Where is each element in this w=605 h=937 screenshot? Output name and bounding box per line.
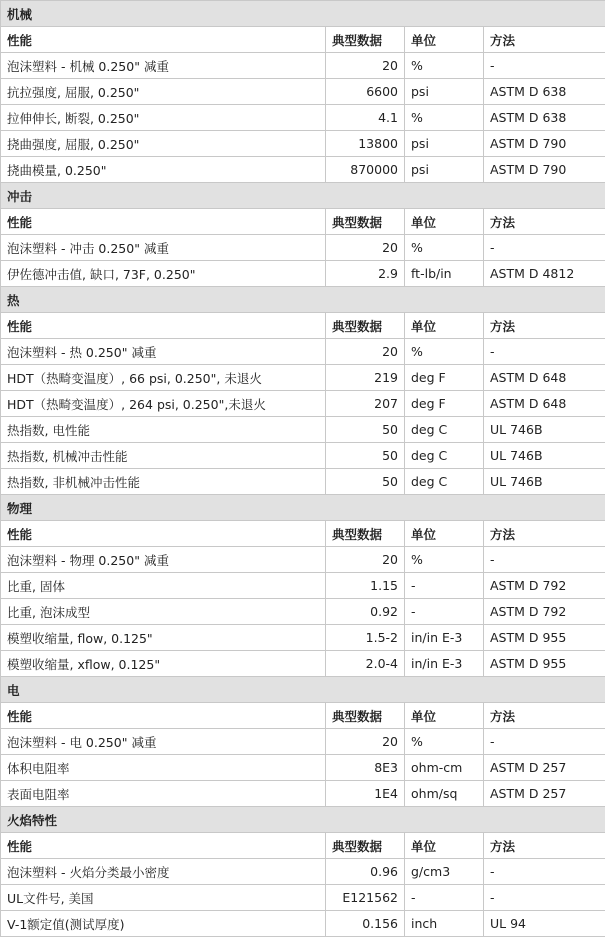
cell-method: ASTM D 792 xyxy=(484,573,605,599)
table-row xyxy=(1,599,605,625)
cell-method: - xyxy=(484,235,605,261)
cell-unit: g/cm3 xyxy=(405,859,484,885)
cell-method: UL 746B xyxy=(484,443,605,469)
cell-method: - xyxy=(484,859,605,885)
table-row xyxy=(1,261,605,287)
cell-unit: % xyxy=(405,547,484,573)
cell-value: 50 xyxy=(326,443,405,469)
cell-value: 0.156 xyxy=(326,911,405,937)
section-header-row xyxy=(1,677,605,703)
cell-property: HDT（热畸变温度）, 66 psi, 0.250", 未退火 xyxy=(1,365,326,391)
cell-property: 模塑收缩量, flow, 0.125" xyxy=(1,625,326,651)
column-header-row xyxy=(1,27,605,53)
cell-unit: - xyxy=(405,573,484,599)
cell-unit: % xyxy=(405,53,484,79)
section-header-row xyxy=(1,287,605,313)
cell-unit: % xyxy=(405,235,484,261)
column-header-method: 方法 xyxy=(484,703,605,729)
table-row xyxy=(1,53,605,79)
cell-value: 870000 xyxy=(326,157,405,183)
table-row xyxy=(1,157,605,183)
cell-value: 2.9 xyxy=(326,261,405,287)
column-header-property: 性能 xyxy=(1,833,326,859)
section-header-row xyxy=(1,183,605,209)
cell-unit: deg F xyxy=(405,391,484,417)
cell-value: 219 xyxy=(326,365,405,391)
cell-property: 泡沫塑料 - 热 0.250" 减重 xyxy=(1,339,326,365)
column-header-value: 典型数据 xyxy=(326,703,405,729)
table-row xyxy=(1,859,605,885)
cell-method: - xyxy=(484,885,605,911)
column-header-method: 方法 xyxy=(484,27,605,53)
cell-unit: in/in E-3 xyxy=(405,625,484,651)
cell-value: 6600 xyxy=(326,79,405,105)
cell-value: 20 xyxy=(326,235,405,261)
section-header-row xyxy=(1,807,605,833)
cell-method: - xyxy=(484,53,605,79)
table-row xyxy=(1,729,605,755)
cell-value: 20 xyxy=(326,729,405,755)
table-row xyxy=(1,417,605,443)
cell-value: 13800 xyxy=(326,131,405,157)
table-row xyxy=(1,365,605,391)
cell-unit: % xyxy=(405,729,484,755)
column-header-unit: 单位 xyxy=(405,833,484,859)
column-header-row xyxy=(1,521,605,547)
cell-method: ASTM D 4812 xyxy=(484,261,605,287)
cell-unit: ft-lb/in xyxy=(405,261,484,287)
table-row xyxy=(1,911,605,937)
cell-unit: - xyxy=(405,599,484,625)
cell-property: 泡沫塑料 - 火焰分类最小密度 xyxy=(1,859,326,885)
cell-unit: % xyxy=(405,339,484,365)
column-header-property: 性能 xyxy=(1,313,326,339)
cell-method: ASTM D 955 xyxy=(484,625,605,651)
table-row xyxy=(1,781,605,807)
table-row xyxy=(1,235,605,261)
section-title: 冲击 xyxy=(1,183,605,209)
column-header-property: 性能 xyxy=(1,209,326,235)
cell-property: 热指数, 电性能 xyxy=(1,417,326,443)
cell-method: ASTM D 790 xyxy=(484,131,605,157)
table-row xyxy=(1,443,605,469)
cell-unit: inch xyxy=(405,911,484,937)
cell-method: ASTM D 648 xyxy=(484,391,605,417)
cell-value: 4.1 xyxy=(326,105,405,131)
section-title: 电 xyxy=(1,677,605,703)
cell-method: ASTM D 257 xyxy=(484,781,605,807)
table-row xyxy=(1,105,605,131)
cell-value: 20 xyxy=(326,53,405,79)
cell-unit: in/in E-3 xyxy=(405,651,484,677)
column-header-value: 典型数据 xyxy=(326,27,405,53)
cell-method: ASTM D 790 xyxy=(484,157,605,183)
cell-property: 热指数, 机械冲击性能 xyxy=(1,443,326,469)
table-row xyxy=(1,651,605,677)
column-header-method: 方法 xyxy=(484,833,605,859)
column-header-method: 方法 xyxy=(484,521,605,547)
column-header-value: 典型数据 xyxy=(326,521,405,547)
cell-value: 1.15 xyxy=(326,573,405,599)
cell-value: 0.96 xyxy=(326,859,405,885)
column-header-unit: 单位 xyxy=(405,27,484,53)
table-row xyxy=(1,469,605,495)
cell-property: 抗拉强度, 屈服, 0.250" xyxy=(1,79,326,105)
column-header-unit: 单位 xyxy=(405,209,484,235)
cell-property: 泡沫塑料 - 物理 0.250" 减重 xyxy=(1,547,326,573)
section-header-row xyxy=(1,495,605,521)
cell-unit: ohm-cm xyxy=(405,755,484,781)
cell-unit: deg C xyxy=(405,417,484,443)
column-header-unit: 单位 xyxy=(405,521,484,547)
cell-value: 0.92 xyxy=(326,599,405,625)
cell-unit: % xyxy=(405,105,484,131)
cell-method: ASTM D 257 xyxy=(484,755,605,781)
column-header-value: 典型数据 xyxy=(326,833,405,859)
column-header-row xyxy=(1,313,605,339)
cell-property: 泡沫塑料 - 冲击 0.250" 减重 xyxy=(1,235,326,261)
column-header-property: 性能 xyxy=(1,521,326,547)
table-row xyxy=(1,131,605,157)
section-header-row xyxy=(1,1,605,27)
cell-method: UL 746B xyxy=(484,469,605,495)
cell-method: - xyxy=(484,729,605,755)
column-header-row xyxy=(1,833,605,859)
cell-method: ASTM D 638 xyxy=(484,79,605,105)
cell-unit: deg C xyxy=(405,469,484,495)
column-header-method: 方法 xyxy=(484,209,605,235)
column-header-value: 典型数据 xyxy=(326,313,405,339)
column-header-property: 性能 xyxy=(1,27,326,53)
table-row xyxy=(1,547,605,573)
column-header-unit: 单位 xyxy=(405,313,484,339)
cell-property: 模塑收缩量, xflow, 0.125" xyxy=(1,651,326,677)
cell-property: 泡沫塑料 - 电 0.250" 减重 xyxy=(1,729,326,755)
table-row xyxy=(1,885,605,911)
cell-value: E121562 xyxy=(326,885,405,911)
cell-unit: psi xyxy=(405,157,484,183)
cell-method: - xyxy=(484,547,605,573)
cell-property: 伊佐德冲击值, 缺口, 73F, 0.250" xyxy=(1,261,326,287)
table-row xyxy=(1,339,605,365)
table-row xyxy=(1,625,605,651)
cell-value: 50 xyxy=(326,417,405,443)
cell-value: 1E4 xyxy=(326,781,405,807)
column-header-property: 性能 xyxy=(1,703,326,729)
cell-property: HDT（热畸变温度）, 264 psi, 0.250",未退火 xyxy=(1,391,326,417)
section-title: 热 xyxy=(1,287,605,313)
cell-property: 比重, 泡沫成型 xyxy=(1,599,326,625)
cell-method: UL 746B xyxy=(484,417,605,443)
cell-property: 热指数, 非机械冲击性能 xyxy=(1,469,326,495)
section-title: 火焰特性 xyxy=(1,807,605,833)
table-row xyxy=(1,79,605,105)
cell-property: 泡沫塑料 - 机械 0.250" 减重 xyxy=(1,53,326,79)
cell-property: 表面电阻率 xyxy=(1,781,326,807)
properties-table-body xyxy=(1,1,605,937)
cell-value: 50 xyxy=(326,469,405,495)
section-title: 机械 xyxy=(1,1,605,27)
table-row xyxy=(1,391,605,417)
cell-unit: deg C xyxy=(405,443,484,469)
cell-unit: psi xyxy=(405,79,484,105)
cell-property: 拉伸伸长, 断裂, 0.250" xyxy=(1,105,326,131)
table-row xyxy=(1,573,605,599)
cell-method: UL 94 xyxy=(484,911,605,937)
cell-property: 比重, 固体 xyxy=(1,573,326,599)
cell-value: 20 xyxy=(326,547,405,573)
cell-value: 20 xyxy=(326,339,405,365)
cell-value: 8E3 xyxy=(326,755,405,781)
cell-method: ASTM D 792 xyxy=(484,599,605,625)
cell-value: 1.5-2 xyxy=(326,625,405,651)
cell-value: 207 xyxy=(326,391,405,417)
cell-property: UL文件号, 美国 xyxy=(1,885,326,911)
cell-property: 体积电阻率 xyxy=(1,755,326,781)
cell-unit: ohm/sq xyxy=(405,781,484,807)
cell-method: ASTM D 648 xyxy=(484,365,605,391)
column-header-value: 典型数据 xyxy=(326,209,405,235)
column-header-method: 方法 xyxy=(484,313,605,339)
cell-property: 挠曲模量, 0.250" xyxy=(1,157,326,183)
cell-method: - xyxy=(484,339,605,365)
cell-property: V-1额定值(测试厚度) xyxy=(1,911,326,937)
cell-unit: deg F xyxy=(405,365,484,391)
cell-property: 挠曲强度, 屈服, 0.250" xyxy=(1,131,326,157)
table-row xyxy=(1,755,605,781)
cell-unit: - xyxy=(405,885,484,911)
column-header-row xyxy=(1,209,605,235)
section-title: 物理 xyxy=(1,495,605,521)
cell-unit: psi xyxy=(405,131,484,157)
cell-method: ASTM D 638 xyxy=(484,105,605,131)
cell-value: 2.0-4 xyxy=(326,651,405,677)
cell-method: ASTM D 955 xyxy=(484,651,605,677)
column-header-row xyxy=(1,703,605,729)
column-header-unit: 单位 xyxy=(405,703,484,729)
